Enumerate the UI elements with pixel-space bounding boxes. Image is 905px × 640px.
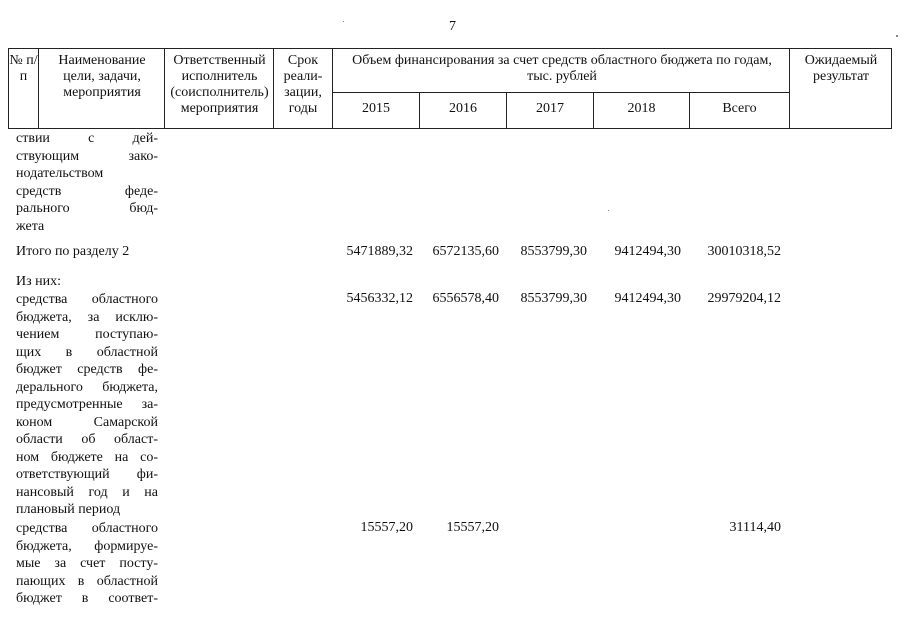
total-2015: 5471889,32 <box>346 244 413 259</box>
text-line: средств феде- <box>16 183 158 199</box>
text-line: ствующим зако- <box>16 148 158 164</box>
text-line: щих в областной <box>16 344 158 360</box>
header-term: Срок реали-зации, годы <box>283 53 323 116</box>
continuation-text <box>16 130 158 235</box>
header-name: Наименование цели, задачи, мероприятия <box>58 53 146 100</box>
total-2017: 8553799,30 <box>520 244 587 259</box>
text-line: рального бюд- <box>16 201 158 216</box>
header-funding: Объем финансирования за счет средств областного бюджета по годам, тыс. рублей <box>352 53 772 84</box>
text-line: ном бюджете на со- <box>16 449 158 465</box>
row2-2016: 15557,20 <box>446 520 499 535</box>
text-line: нансовый год и на <box>16 484 158 500</box>
total-2018: 9412494,30 <box>614 244 681 259</box>
row2-label <box>16 520 158 608</box>
of-which-label: Из них: <box>16 274 62 289</box>
row2-sum: 31114,40 <box>729 520 781 535</box>
text-line: мые за счет посту- <box>16 556 158 571</box>
page-number: 7 <box>449 19 456 34</box>
text-line: ствии с дей- <box>16 131 158 146</box>
text-line: бюджет в соответ- <box>16 591 158 606</box>
table-header <box>8 48 892 129</box>
row1-sum: 29979204,12 <box>707 291 781 306</box>
text-line: плановый период <box>16 502 121 517</box>
row1-2017: 8553799,30 <box>520 291 587 306</box>
row1-2018: 9412494,30 <box>614 291 681 306</box>
header-no: № п/п <box>9 53 38 84</box>
text-line: бюджета, формируе- <box>16 538 158 554</box>
text-line: средства областного <box>16 521 158 536</box>
header-year-2018: 2018 <box>627 101 656 116</box>
total-sum: 30010318,52 <box>707 244 781 259</box>
scan-speck <box>608 210 609 211</box>
text-line: жета <box>16 218 45 234</box>
text-line: области об област- <box>16 432 158 447</box>
text-line: нодательством <box>16 166 104 181</box>
scan-speck <box>896 35 898 37</box>
text-line: дерального бюджета, <box>16 379 158 395</box>
header-result: Ожидаемый результат <box>804 53 878 84</box>
header-total: Всего <box>722 101 757 116</box>
row1-2016: 6556578,40 <box>432 291 499 306</box>
scan-speck <box>343 21 344 22</box>
text-line: пающих в областной <box>16 573 158 589</box>
row2-2015: 15557,20 <box>360 520 413 535</box>
text-line: чением поступаю- <box>16 327 158 342</box>
text-line: бюджета, за исклю- <box>16 309 158 325</box>
row1-label <box>16 291 158 519</box>
text-line: предусмотренные за- <box>16 397 158 412</box>
header-year-2017: 2017 <box>536 101 564 116</box>
row1-2015: 5456332,12 <box>346 291 413 306</box>
text-line: средства областного <box>16 292 158 307</box>
header-year-2016: 2016 <box>449 101 477 116</box>
header-year-2015: 2015 <box>362 101 390 116</box>
text-line: ответствующий фи- <box>16 467 158 482</box>
text-line: коном Самарской <box>16 414 158 430</box>
header-responsible: Ответственный исполнитель (соисполнитель) мероприятия <box>170 53 269 116</box>
total-2016: 6572135,60 <box>432 244 499 259</box>
text-line: бюджет средств фе- <box>16 362 158 377</box>
total-label: Итого по разделу 2 <box>16 244 130 259</box>
